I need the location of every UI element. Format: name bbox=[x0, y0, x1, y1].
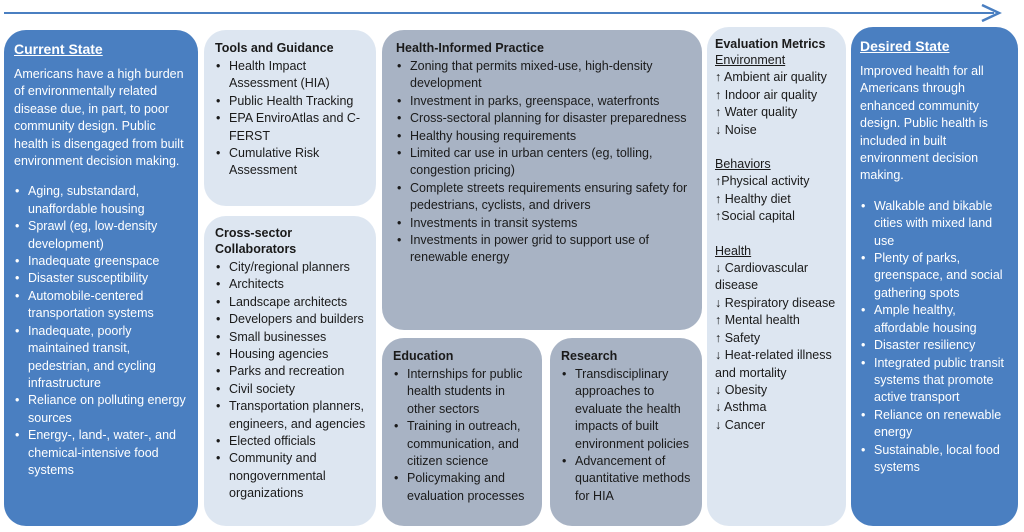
tools-guidance-list bbox=[215, 58, 366, 180]
research-title: Research bbox=[561, 349, 618, 363]
health-practice-box bbox=[382, 30, 702, 330]
metric-item: ↓ Cardiovascular disease bbox=[715, 261, 809, 293]
list-item: • Sustainable, local food systems bbox=[860, 442, 1008, 477]
list-item: • Integrated public transit systems that promote active transport bbox=[860, 355, 1008, 407]
list-item: • Training in outreach, communication, and citizen science bbox=[393, 418, 532, 470]
collaborators-title: Cross-sector Collaborators bbox=[215, 226, 297, 256]
metric-item: ↑Social capital bbox=[715, 209, 795, 224]
metric-item: ↑ Safety bbox=[715, 330, 761, 345]
desired-state-box bbox=[851, 27, 1018, 526]
metric-item: ↓ Noise bbox=[715, 122, 757, 137]
current-state-description: Americans have a high burden of environmentally related disease due, in part, to poor community design. Public health is disengaged from built environment decision making. bbox=[14, 67, 184, 169]
education-list bbox=[393, 366, 532, 505]
metric-item: ↑ Mental health bbox=[715, 313, 800, 328]
list-item: • Disaster susceptibility bbox=[14, 270, 188, 287]
list-item: • Ample healthy, affordable housing bbox=[860, 302, 1008, 337]
list-item: • Elected officials bbox=[215, 433, 366, 450]
tools-guidance-title: Tools and Guidance bbox=[215, 41, 334, 55]
list-item: • Civil society bbox=[215, 381, 366, 398]
list-item: • Investment in parks, greenspace, waterfronts bbox=[396, 93, 692, 110]
metric-item: ↑ Healthy diet bbox=[715, 191, 791, 206]
metric-item: ↑ Ambient air quality bbox=[715, 70, 827, 85]
list-item: • Plenty of parks, greenspace, and social gathering spots bbox=[860, 250, 1008, 302]
list-item: • Complete streets requirements ensuring safety for pedestrians, cyclists, and drivers bbox=[396, 180, 692, 215]
list-item: • Walkable and bikable cities with mixed land use bbox=[860, 198, 1008, 250]
list-item: • Automobile-centered transportation systems bbox=[14, 288, 188, 323]
current-state-list bbox=[14, 183, 188, 479]
list-item: • Aging, substandard, unaffordable housing bbox=[14, 183, 188, 218]
health-practice-list bbox=[396, 58, 692, 267]
metric-item: ↑ Water quality bbox=[715, 105, 798, 120]
list-item: • Policymaking and evaluation processes bbox=[393, 470, 532, 505]
list-item: • Inadequate greenspace bbox=[14, 253, 188, 270]
research-list bbox=[561, 366, 692, 505]
metric-item: ↑ Indoor air quality bbox=[715, 87, 818, 102]
list-item: • Architects bbox=[215, 276, 366, 293]
list-item: • Healthy housing requirements bbox=[396, 128, 692, 145]
list-item: • EPA EnviroAtlas and C-FERST bbox=[215, 110, 366, 145]
collaborators-list bbox=[215, 259, 366, 503]
list-item: • Internships for public health students in other sectors bbox=[393, 366, 532, 418]
health-label: Health bbox=[715, 243, 752, 258]
list-item: • Inadequate, poorly maintained transit, pedestrian, and cycling infrastructure bbox=[14, 323, 188, 393]
current-state-title: Current State bbox=[14, 41, 103, 57]
list-item: • Limited car use in urban centers (eg, tolling, congestion pricing) bbox=[396, 145, 692, 180]
behaviors-label: Behaviors bbox=[715, 157, 771, 172]
list-item: • Community and nongovernmental organizations bbox=[215, 450, 366, 502]
metric-item: ↑Physical activity bbox=[715, 174, 810, 189]
list-item: • Reliance on polluting energy sources bbox=[14, 392, 188, 427]
list-item: • Small businesses bbox=[215, 329, 366, 346]
list-item: • Public Health Tracking bbox=[215, 93, 366, 110]
list-item: • Energy-, land-, water-, and chemical-intensive food systems bbox=[14, 427, 188, 479]
metric-item: ↓ Respiratory disease bbox=[715, 295, 836, 310]
list-item: • Developers and builders bbox=[215, 311, 366, 328]
list-item: • Sprawl (eg, low-density development) bbox=[14, 218, 188, 253]
list-item: • Health Impact Assessment (HIA) bbox=[215, 58, 366, 93]
list-item: • Investments in power grid to support use of renewable energy bbox=[396, 232, 692, 267]
list-item: • Housing agencies bbox=[215, 346, 366, 363]
list-item: • Zoning that permits mixed-use, high-density development bbox=[396, 58, 692, 93]
metric-item: ↓ Obesity bbox=[715, 382, 768, 397]
education-title: Education bbox=[393, 349, 454, 363]
list-item: • Disaster resiliency bbox=[860, 337, 1008, 354]
list-item: • City/regional planners bbox=[215, 259, 366, 276]
desired-state-list bbox=[860, 198, 1008, 477]
metric-item: ↓ Asthma bbox=[715, 400, 767, 415]
list-item: • Transportation planners, engineers, and agencies bbox=[215, 398, 366, 433]
desired-state-title: Desired State bbox=[860, 38, 950, 54]
list-item: • Investments in transit systems bbox=[396, 215, 692, 232]
list-item: • Reliance on renewable energy bbox=[860, 407, 1008, 442]
list-item: • Transdisciplinary approaches to evaluate the health impacts of built environment policies bbox=[561, 366, 692, 453]
metric-item: ↓ Cancer bbox=[715, 417, 766, 432]
metric-item: ↓ Heat-related illness and mortality bbox=[715, 348, 832, 380]
collaborators-box bbox=[204, 216, 376, 526]
health-practice-title: Health-Informed Practice bbox=[396, 41, 544, 55]
list-item: • Advancement of quantitative methods for HIA bbox=[561, 453, 692, 505]
education-box bbox=[382, 338, 542, 526]
evaluation-metrics-title: Evaluation Metrics bbox=[715, 37, 826, 51]
environment-label: Environment bbox=[715, 53, 786, 67]
list-item: • Parks and recreation bbox=[215, 363, 366, 380]
progress-arrow bbox=[4, 4, 1004, 22]
list-item: • Landscape architects bbox=[215, 294, 366, 311]
tools-guidance-box bbox=[204, 30, 376, 206]
list-item: • Cross-sectoral planning for disaster preparedness bbox=[396, 110, 692, 127]
desired-state-description: Improved health for all Americans through enhanced community design. Public health is included in built environment decision making. bbox=[860, 64, 988, 183]
evaluation-metrics-box bbox=[707, 27, 846, 526]
research-box bbox=[550, 338, 702, 526]
list-item: • Cumulative Risk Assessment bbox=[215, 145, 366, 180]
current-state-box bbox=[4, 30, 198, 526]
